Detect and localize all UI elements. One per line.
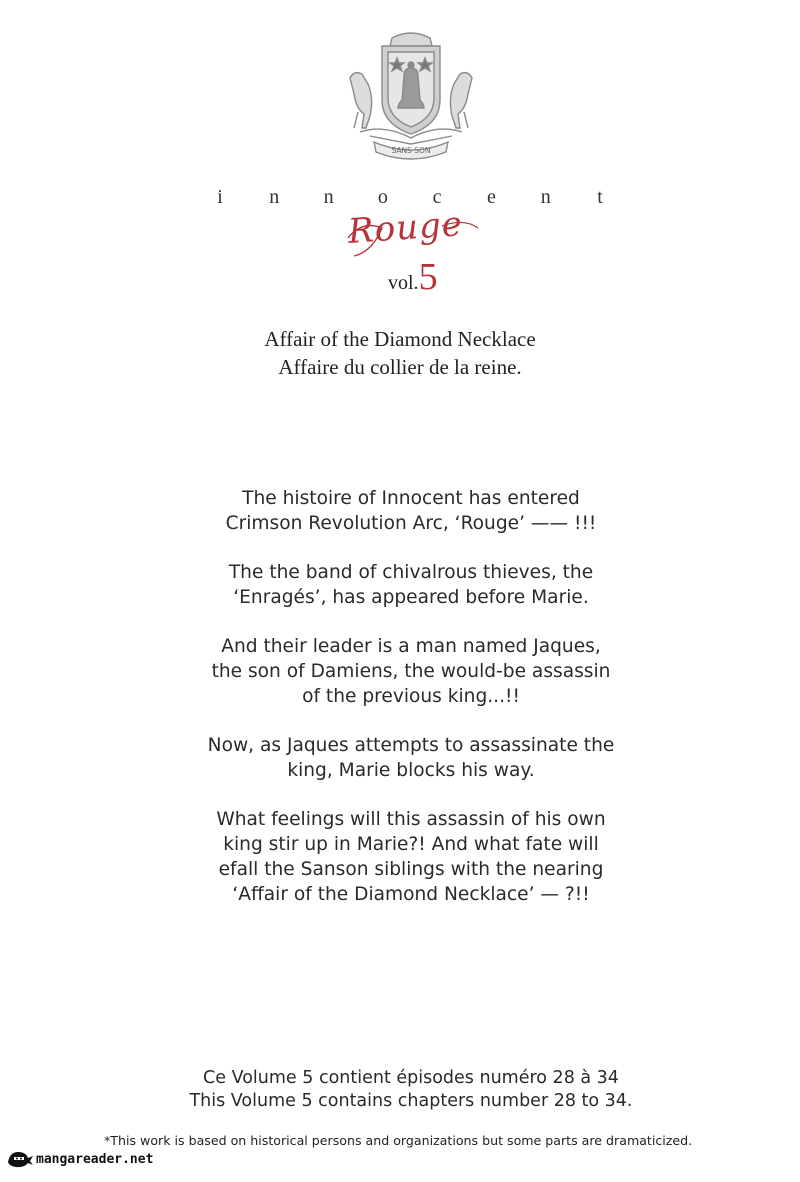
synopsis-paragraph — [150, 560, 672, 610]
title-letter: c — [432, 186, 442, 208]
subtitle-english: Affair of the Diamond Necklace — [264, 327, 536, 351]
disclaimer: *This work is based on historical persons and organizations but some parts are dramaticized. — [104, 1133, 693, 1148]
title-letter: n — [269, 186, 280, 208]
synopsis — [150, 486, 672, 931]
synopsis-line: ‘Affair of the Diamond Necklace’ — ?!! — [232, 884, 590, 905]
contents-line-english: This Volume 5 contains chapters number 28 to 34. — [189, 1091, 633, 1111]
synopsis-line: of the previous king...!! — [302, 686, 520, 707]
synopsis-line: efall the Sanson siblings with the nearing — [218, 859, 604, 880]
crest-motto: SANS SON — [391, 146, 431, 155]
synopsis-line: Crimson Revolution Arc, ‘Rouge’ —— !!! — [225, 513, 597, 534]
vol-number: 5 — [418, 256, 438, 298]
sanson-crest-icon — [340, 28, 482, 160]
volume-contents — [150, 1067, 672, 1113]
synopsis-line: king stir up in Marie?! And what fate will — [223, 834, 599, 855]
vol-text: vol. — [388, 272, 419, 294]
synopsis-line: the son of Damiens, the would-be assassin — [211, 661, 611, 682]
subtitle-french: Affaire du collier de la reine. — [278, 355, 522, 379]
synopsis-paragraph — [150, 807, 672, 907]
synopsis-line: The the band of chivalrous thieves, the — [228, 562, 594, 583]
title-letter: o — [377, 186, 388, 208]
title-letter: n — [323, 186, 334, 208]
volume-label — [388, 258, 438, 296]
watermark[interactable] — [6, 1148, 153, 1170]
ninja-icon — [6, 1148, 34, 1170]
synopsis-line: king, Marie blocks his way. — [287, 760, 535, 781]
synopsis-paragraph — [150, 486, 672, 536]
title-innocent — [210, 186, 610, 209]
watermark-text: mangareader.net — [36, 1151, 154, 1167]
synopsis-line: The histoire of Innocent has entered — [242, 488, 580, 509]
title-rouge: Rouge — [346, 204, 465, 252]
synopsis-paragraph — [150, 733, 672, 783]
synopsis-line: What feelings will this assassin of his own — [216, 809, 606, 830]
synopsis-paragraph — [150, 634, 672, 709]
synopsis-line: Now, as Jaques attempts to assassinate the — [207, 735, 615, 756]
contents-line-french: Ce Volume 5 contient épisodes numéro 28 à 34 — [203, 1068, 619, 1088]
title-letter: e — [486, 186, 496, 208]
title-letter: i — [217, 186, 223, 208]
title-letter: t — [597, 186, 603, 208]
synopsis-line: ‘Enragés’, has appeared before Marie. — [233, 587, 589, 608]
title-letter: n — [540, 186, 551, 208]
synopsis-line: And their leader is a man named Jaques, — [221, 636, 601, 657]
